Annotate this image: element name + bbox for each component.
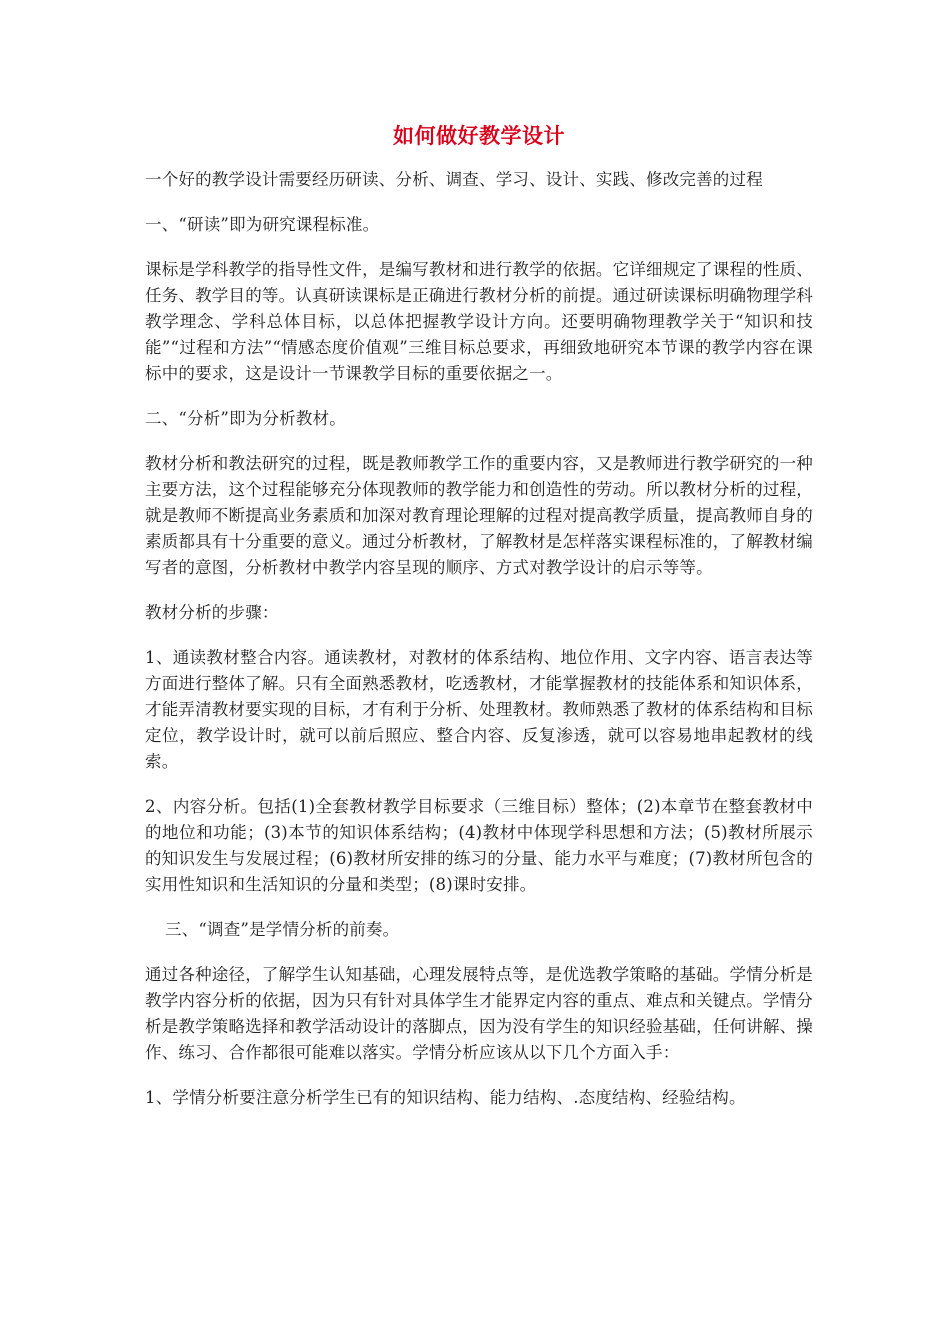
paragraph-step-1: 1、通读教材整合内容。通读教材，对教材的体系结构、地位作用、文字内容、语言表达等方面进行整体了解。只有全面熟悉教材，吃透教材，才能掌握教材的技能体系和知识体系，才能弄清教材要实现的目标，才有利于分析、处理教材。教师熟悉了教材的体系结构和目标定位，教学设计时，就可以前后照应、整合内容、反复渗透，就可以容易地串起教材的线索。 [145, 648, 813, 771]
paragraph-textbook-analysis: 教材分析和教法研究的过程，既是教师教学工作的重要内容，又是教师进行教学研究的一种主要方法，这个过程能够充分体现教师的教学能力和创造性的劳动。所以教材分析的过程，就是教师不断提高业务素质和加深对教育理论理解的过程对提高教学质量，提高教师自身的素质都具有十分重要的意义。通过分析教材，了解教材是怎样落实课程标准的，了解教材编写者的意图，分析教材中教学内容呈现的顺序、方式对教学设计的启示等等。 [145, 454, 813, 577]
document-page [145, 120, 813, 1130]
intro-paragraph: 一个好的教学设计需要经历研读、分析、调查、学习、设计、实践、修改完善的过程 [145, 170, 763, 189]
section-heading-analysis: 二、“分析”即为分析教材。 [145, 409, 346, 428]
paragraph-student-analysis-point-1: 1、学情分析要注意分析学生已有的知识结构、能力结构、.态度结构、经验结构。 [145, 1088, 746, 1107]
paragraph-curriculum-standards: 课标是学科教学的指导性文件，是编写教材和进行教学的依据。它详细规定了课程的性质、任务、教学目的等。认真研读课标是正确进行教材分析的前提。通过研读课标明确物理学科教学理念、学科总体目标，以总体把握教学设计方向。还要明确物理教学关于“知识和技能”“过程和方法”“情感态度价值观”三维目标总要求，再细致地研究本节课的教学内容在课标中的要求，这是设计一节课教学目标的重要依据之一。 [145, 260, 813, 383]
document-title: 如何做好教学设计 [393, 123, 565, 148]
paragraph-analysis-steps-label: 教材分析的步骤： [145, 603, 279, 622]
section-heading-study: 一、“研读”即为研究课程标准。 [145, 215, 380, 234]
section-heading-survey: 三、“调查”是学情分析的前奏。 [165, 920, 400, 939]
paragraph-step-2: 2、内容分析。包括(1)全套教材教学目标要求（三维目标）整体；(2)本章节在整套教材中的地位和功能；(3)本节的知识体系结构；(4)教材中体现学科思想和方法；(5)教材所展示的知识发生与发展过程；(6)教材所安排的练习的分量、能力水平与难度；(7)教材所包含的实用性知识和生活知识的分量和类型；(8)课时安排。 [145, 797, 813, 894]
paragraph-student-analysis: 通过各种途径，了解学生认知基础，心理发展特点等，是优选教学策略的基础。学情分析是教学内容分析的依据，因为只有针对具体学生才能界定内容的重点、难点和关键点。学情分析是教学策略选择和教学活动设计的落脚点，因为没有学生的知识经验基础，任何讲解、操作、练习、合作都很可能难以落实。学情分析应该从以下几个方面入手： [145, 965, 813, 1062]
